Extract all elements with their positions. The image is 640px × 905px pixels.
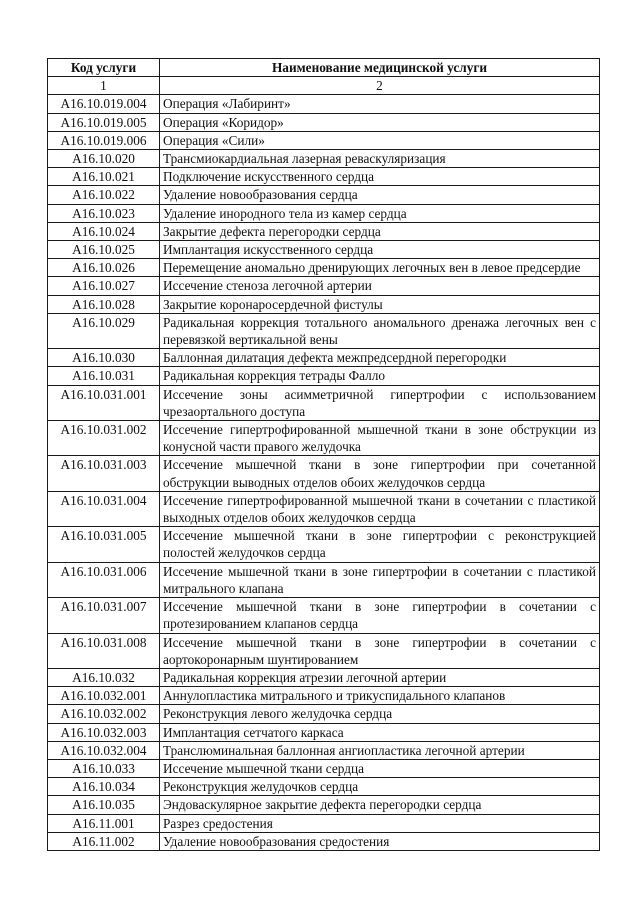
table-row — [48, 598, 600, 633]
table-row — [48, 796, 600, 814]
service-name: Транслюминальная баллонная ангиопластика легочной артерии — [160, 741, 600, 759]
service-code: A16.10.031.005 — [48, 527, 160, 562]
service-code: A16.10.029 — [48, 313, 160, 348]
service-name: Разрез средостения — [160, 814, 600, 832]
service-code: A16.10.031.004 — [48, 491, 160, 526]
table-row — [48, 259, 600, 277]
service-name: Реконструкция желудочков сердца — [160, 778, 600, 796]
service-name: Операция «Лабиринт» — [160, 95, 600, 113]
table-row — [48, 633, 600, 668]
table-row — [48, 367, 600, 385]
table-row — [48, 295, 600, 313]
table-row — [48, 668, 600, 686]
service-name: Иссечение зоны асимметричной гипертрофии с использованием чрезаортального доступа — [160, 385, 600, 420]
service-name: Реконструкция левого желудочка сердца — [160, 705, 600, 723]
service-code: A16.10.032.001 — [48, 687, 160, 705]
service-code: A16.10.028 — [48, 295, 160, 313]
service-code: A16.10.031.008 — [48, 633, 160, 668]
service-code: A16.11.002 — [48, 832, 160, 850]
table-row — [48, 741, 600, 759]
service-name: Баллонная дилатация дефекта межпредсердной перегородки — [160, 349, 600, 367]
header-name: Наименование медицинской услуги — [160, 59, 600, 77]
service-name: Радикальная коррекция тетрады Фалло — [160, 367, 600, 385]
service-code: A16.10.032.002 — [48, 705, 160, 723]
service-code: A16.10.025 — [48, 241, 160, 259]
service-name: Удаление новообразования средостения — [160, 832, 600, 850]
table-row — [48, 385, 600, 420]
table-row — [48, 491, 600, 526]
service-name: Иссечение стеноза легочной артерии — [160, 277, 600, 295]
column-number-1: 1 — [48, 77, 160, 95]
service-code: A16.10.024 — [48, 222, 160, 240]
service-name: Аннулопластика митрального и трикуспидального клапанов — [160, 687, 600, 705]
table-row — [48, 113, 600, 131]
service-code: A16.10.021 — [48, 168, 160, 186]
table-row — [48, 778, 600, 796]
table-row — [48, 150, 600, 168]
service-code: A16.10.026 — [48, 259, 160, 277]
service-code: A16.10.032.003 — [48, 723, 160, 741]
service-name: Иссечение мышечной ткани в зоне гипертрофии в сочетании с пластикой митрального клапана — [160, 562, 600, 597]
service-code: A16.10.032 — [48, 668, 160, 686]
service-code: A16.10.027 — [48, 277, 160, 295]
service-name: Имплантация сетчатого каркаса — [160, 723, 600, 741]
service-code: A16.10.023 — [48, 204, 160, 222]
services-table — [47, 58, 600, 851]
service-code: A16.11.001 — [48, 814, 160, 832]
service-name: Трансмиокардиальная лазерная реваскуляризация — [160, 150, 600, 168]
service-name: Иссечение мышечной ткани в зоне гипертрофии при сочетанной обструкции выводных отделов обоих желудочков сердца — [160, 456, 600, 491]
service-code: A16.10.031.006 — [48, 562, 160, 597]
service-code: A16.10.031.002 — [48, 421, 160, 456]
table-row — [48, 277, 600, 295]
service-code: A16.10.031 — [48, 367, 160, 385]
service-name: Иссечение мышечной ткани в зоне гипертрофии с реконструкцией полостей желудочков сердца — [160, 527, 600, 562]
service-name: Подключение искусственного сердца — [160, 168, 600, 186]
service-code: A16.10.030 — [48, 349, 160, 367]
table-row — [48, 349, 600, 367]
service-code: A16.10.020 — [48, 150, 160, 168]
table-row — [48, 832, 600, 850]
table-row — [48, 456, 600, 491]
table-row — [48, 705, 600, 723]
service-code: A16.10.032.004 — [48, 741, 160, 759]
table-row — [48, 421, 600, 456]
table-row — [48, 814, 600, 832]
service-name: Удаление новообразования сердца — [160, 186, 600, 204]
service-code: A16.10.019.005 — [48, 113, 160, 131]
service-name: Закрытие коронаросердечной фистулы — [160, 295, 600, 313]
service-name: Иссечение мышечной ткани в зоне гипертрофии в сочетании с аортокоронарным шунтированием — [160, 633, 600, 668]
table-row — [48, 241, 600, 259]
column-number-2: 2 — [160, 77, 600, 95]
table-row — [48, 204, 600, 222]
table-row — [48, 527, 600, 562]
service-name: Имплантация искусственного сердца — [160, 241, 600, 259]
table-row — [48, 186, 600, 204]
service-name: Радикальная коррекция тотального аномального дренажа легочных вен с перевязкой вертикальной вены — [160, 313, 600, 348]
service-code: A16.10.031.007 — [48, 598, 160, 633]
service-name: Иссечение гипертрофированной мышечной ткани в сочетании с пластикой выходных отделов обоих желудочков сердца — [160, 491, 600, 526]
service-code: A16.10.019.004 — [48, 95, 160, 113]
service-code: A16.10.034 — [48, 778, 160, 796]
service-name: Радикальная коррекция атрезии легочной артерии — [160, 668, 600, 686]
table-row — [48, 562, 600, 597]
service-name: Удаление инородного тела из камер сердца — [160, 204, 600, 222]
service-code: A16.10.035 — [48, 796, 160, 814]
table-row — [48, 168, 600, 186]
service-name: Перемещение аномально дренирующих легочных вен в левое предсердие — [160, 259, 600, 277]
service-code: A16.10.033 — [48, 759, 160, 777]
table-row — [48, 95, 600, 113]
table-row — [48, 313, 600, 348]
column-number-row — [48, 77, 600, 95]
service-name: Операция «Сили» — [160, 131, 600, 149]
table-row — [48, 131, 600, 149]
service-name: Иссечение мышечной ткани сердца — [160, 759, 600, 777]
table-row — [48, 759, 600, 777]
service-code: A16.10.031.001 — [48, 385, 160, 420]
document-page — [47, 58, 599, 851]
table-row — [48, 723, 600, 741]
service-name: Иссечение гипертрофированной мышечной ткани в зоне обструкции из конусной части правого желудочка — [160, 421, 600, 456]
service-code: A16.10.019.006 — [48, 131, 160, 149]
table-row — [48, 222, 600, 240]
service-name: Эндоваскулярное закрытие дефекта перегородки сердца — [160, 796, 600, 814]
service-code: A16.10.031.003 — [48, 456, 160, 491]
service-name: Закрытие дефекта перегородки сердца — [160, 222, 600, 240]
header-row — [48, 59, 600, 77]
service-name: Операция «Коридор» — [160, 113, 600, 131]
service-name: Иссечение мышечной ткани в зоне гипертрофии в сочетании с протезированием клапанов сердца — [160, 598, 600, 633]
table-row — [48, 687, 600, 705]
header-code: Код услуги — [48, 59, 160, 77]
service-code: A16.10.022 — [48, 186, 160, 204]
